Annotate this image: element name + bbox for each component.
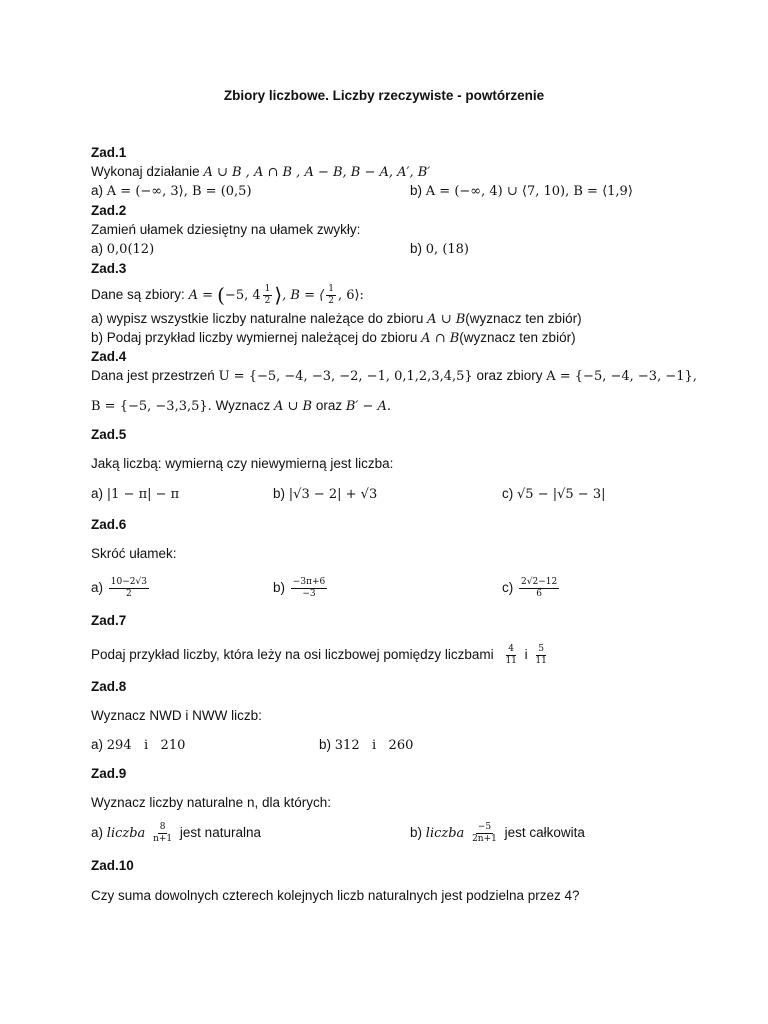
- task-6-part-b: [273, 575, 329, 601]
- task-1-instruction: [91, 163, 430, 182]
- task-4-difference: B′ − A.: [345, 399, 392, 414]
- task-9-b-fraction: [470, 822, 499, 845]
- task-7-text: Podaj przykład liczby, która leży na osi liczbowej pomiędzy liczbami: [91, 647, 494, 662]
- task-9-part-a: [91, 820, 261, 847]
- task-4-l1-mid: oraz zbiory: [476, 368, 543, 383]
- fraction-denominator: 2: [328, 295, 334, 306]
- task-9-b-word: liczba: [425, 826, 465, 841]
- fraction-numerator: −5: [477, 821, 492, 832]
- task-6-c-label: c): [502, 580, 514, 595]
- task-2-part-a: [91, 240, 154, 259]
- task-5-b-label: b): [273, 486, 286, 501]
- task-6-part-c: [502, 575, 561, 601]
- task-1-a-label: a): [91, 183, 104, 198]
- page-title: Zbiory liczbowe. Liczby rzeczywiste - powtórzenie: [223, 88, 545, 103]
- task-9-a-word: liczba: [106, 826, 146, 841]
- fraction-numerator: 1: [264, 283, 271, 294]
- fraction-denominator: 2: [126, 588, 132, 599]
- task-4-l2-text2: oraz: [315, 398, 343, 413]
- task-7-conjunction: i: [524, 647, 528, 662]
- task-8-a-math: 294 i 210: [106, 738, 186, 753]
- task-5-b-math: |√3 − 2| + √3: [288, 487, 378, 502]
- task-2-b-math: 0, (18): [425, 242, 470, 257]
- task-2-a-label: a): [91, 241, 104, 256]
- task-7-fraction-1: [503, 644, 518, 667]
- task-4-setB: B = {−5, −3,3,5}.: [91, 399, 212, 414]
- task-5-c-label: c): [502, 486, 514, 501]
- task-8-instruction: Wyznacz NWD i NWW liczb:: [91, 708, 262, 723]
- fraction-denominator: −3: [302, 588, 316, 599]
- task-2-a-math: 0,0(12): [106, 242, 155, 257]
- task-5-part-c: [502, 485, 605, 504]
- task-9-b-tail: jest całkowita: [504, 825, 585, 840]
- task-2-part-b: [410, 240, 469, 259]
- task-6-c-fraction: [519, 577, 559, 600]
- task-3-a-math: A ∪ B: [427, 312, 466, 327]
- fraction-numerator: 8: [159, 821, 166, 832]
- task-6-part-a: [91, 575, 151, 601]
- task-1-instruction-text: Wykonaj działanie: [91, 164, 200, 179]
- task-6-heading: Zad.6: [91, 517, 127, 532]
- task-3-heading: Zad.3: [91, 261, 127, 276]
- fraction-denominator: 11: [505, 655, 517, 666]
- task-1-part-a: [91, 182, 252, 201]
- task-9-instruction: Wyznacz liczby naturalne n, dla których:: [91, 795, 331, 810]
- task-4-line-2: [91, 397, 391, 416]
- fraction-denominator: 11: [535, 655, 547, 666]
- task-3-setA-inner: −5, 4: [224, 288, 261, 303]
- task-5-instruction: Jaką liczbą: wymierną czy niewymierną jest liczba:: [91, 456, 394, 471]
- task-9-a-label: a): [91, 825, 104, 840]
- fraction-numerator: −3π+6: [292, 576, 326, 587]
- task-5-c-math: √5 − |√5 − 3|: [517, 487, 606, 502]
- task-5-part-a: [91, 485, 179, 504]
- task-10-question: Czy suma dowolnych czterech kolejnych liczb naturalnych jest podzielna przez 4?: [91, 888, 580, 903]
- task-6-b-label: b): [273, 580, 286, 595]
- task-5-a-math: |1 − π| − π: [106, 487, 180, 502]
- task-1-operations: A ∪ B , A ∩ B , A − B, B − A, A′, B′: [203, 165, 431, 180]
- task-9-b-label: b): [410, 825, 423, 840]
- task-2-instruction: Zamień ułamek dziesiętny na ułamek zwykły:: [91, 222, 361, 237]
- task-3-b-math: A ∩ B: [421, 331, 460, 346]
- task-9-a-fraction: [151, 822, 174, 845]
- task-9-part-b: [410, 820, 585, 847]
- task-1-a-math: A = (−∞, 3⟩, B = (0,5): [106, 184, 252, 199]
- task-6-a-label: a): [91, 580, 104, 595]
- task-3-setB-suffix: , 6⟩:: [337, 288, 364, 303]
- task-3-b-tail: (wyznacz ten zbiór): [459, 330, 576, 345]
- task-8-part-b: [319, 736, 413, 755]
- fraction-numerator: 4: [508, 643, 515, 654]
- fraction-denominator: 6: [536, 588, 542, 599]
- task-3-a-tail: (wyznacz ten zbiór): [465, 311, 582, 326]
- task-6-b-fraction: [291, 577, 327, 600]
- fraction-denominator: 2: [264, 295, 271, 306]
- task-3-b-text: b) Podaj przykład liczby wymiernej należącej do zbioru: [91, 330, 418, 345]
- task-1-part-b: [410, 182, 633, 201]
- task-8-b-label: b): [319, 737, 332, 752]
- task-2-b-label: b): [410, 241, 423, 256]
- task-4-l1-text: Dana jest przestrzeń: [91, 368, 215, 383]
- task-3-part-a: [91, 310, 582, 329]
- task-2-heading: Zad.2: [91, 203, 127, 218]
- task-4-heading: Zad.4: [91, 349, 127, 364]
- task-5-heading: Zad.5: [91, 427, 127, 442]
- task-9-a-tail: jest naturalna: [179, 825, 261, 840]
- fraction-denominator: n+1: [153, 833, 173, 844]
- task-8-heading: Zad.8: [91, 679, 127, 694]
- task-1-b-math: A = (−∞, 4) ∪ ⟨7, 10), B = ⟨1,9⟩: [425, 184, 633, 199]
- task-6-instruction: Skróć ułamek:: [91, 546, 177, 561]
- task-10-heading: Zad.10: [91, 858, 134, 873]
- task-3-setA-prefix: A =: [188, 288, 218, 303]
- fraction-numerator: 5: [538, 643, 545, 654]
- task-7-heading: Zad.7: [91, 613, 127, 628]
- task-8-b-math: 312 i 260: [334, 738, 414, 753]
- fraction-numerator: 10−2√3: [110, 576, 147, 587]
- task-3-intro: Dane są zbiory:: [91, 287, 185, 302]
- right-angle-bracket: ⟩: [274, 283, 283, 307]
- task-5-a-label: a): [91, 486, 104, 501]
- task-4-union: A ∪ B: [273, 399, 313, 414]
- task-3-sets: [91, 283, 364, 308]
- fraction-numerator: 2√2−12: [521, 576, 558, 587]
- task-3-setB-prefix: , B = ⟨: [282, 288, 325, 303]
- task-4-l2-text: Wyznacz: [215, 398, 271, 413]
- task-1-b-label: b): [410, 183, 423, 198]
- task-3-setB-fraction: [326, 284, 336, 307]
- task-3-a-text: a) wypisz wszystkie liczby naturalne należące do zbioru: [91, 311, 424, 326]
- task-4-universe: U = {−5, −4, −3, −2, −1, 0,1,2,3,4,5}: [218, 369, 473, 384]
- fraction-numerator: 1: [328, 283, 334, 294]
- task-1-heading: Zad.1: [91, 145, 127, 160]
- left-paren: (: [217, 283, 225, 307]
- task-9-heading: Zad.9: [91, 766, 127, 781]
- task-3-part-b: [91, 329, 576, 348]
- fraction-denominator: 2n+1: [472, 833, 497, 844]
- task-7-fraction-2: [533, 644, 548, 667]
- task-8-a-label: a): [91, 737, 104, 752]
- task-5-part-b: [273, 485, 377, 504]
- task-8-part-a: [91, 736, 185, 755]
- task-4-setA: A = {−5, −4, −3, −1},: [546, 369, 697, 384]
- task-6-a-fraction: [109, 577, 149, 600]
- task-4-line-1: [91, 367, 697, 386]
- task-3-setA-fraction: [263, 284, 273, 307]
- task-7-question: [91, 642, 551, 668]
